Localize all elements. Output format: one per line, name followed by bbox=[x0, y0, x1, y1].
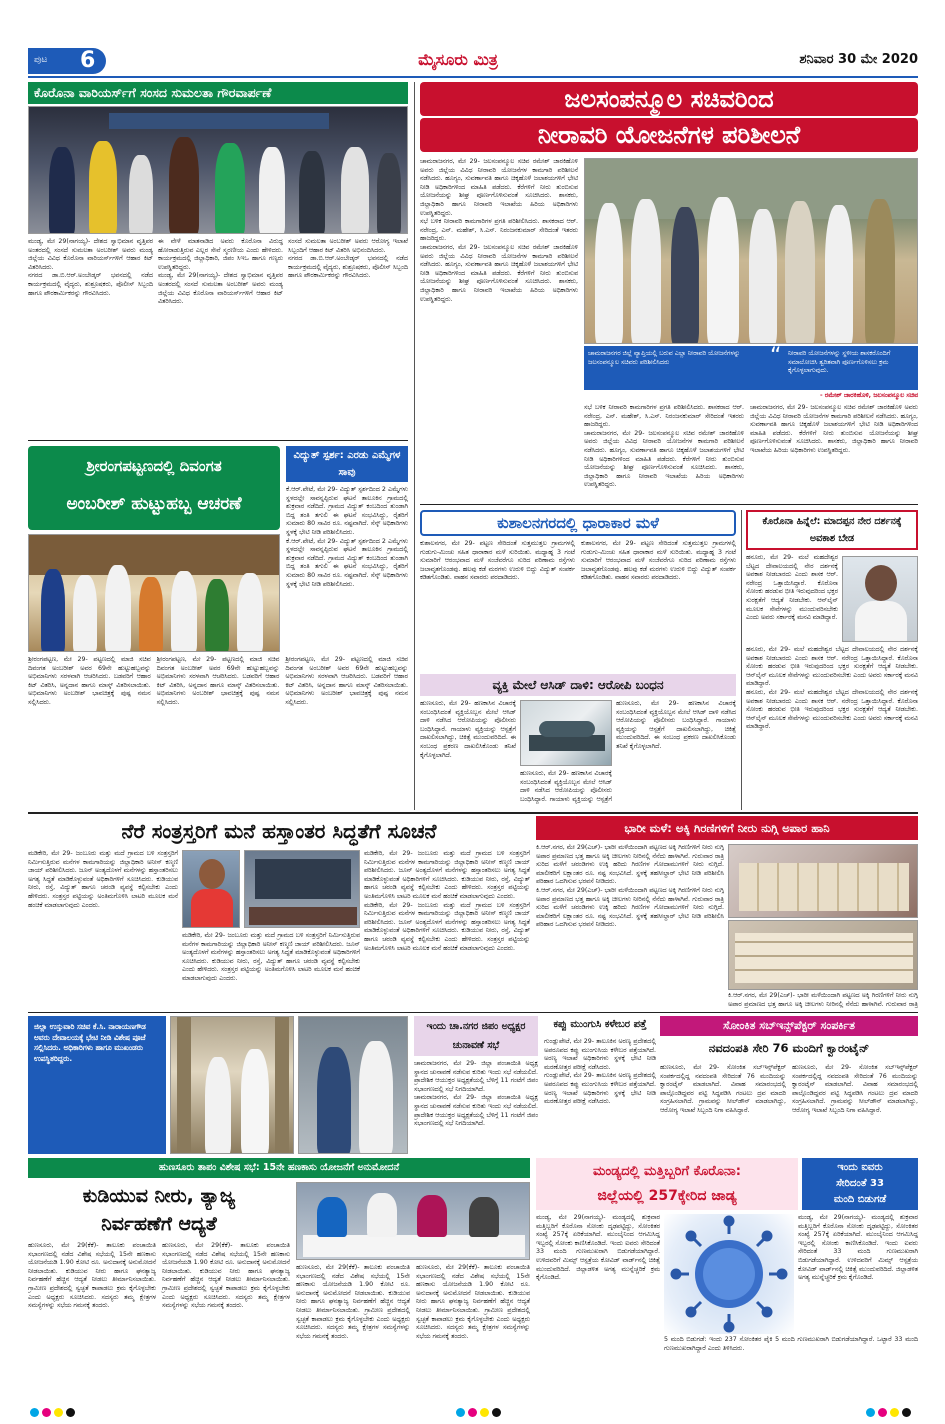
water-body bbox=[28, 1242, 290, 1374]
paragraph: ಚಾಮರಾಜನಗರ, ಮೇ 29- ಜಲಸಂಪನ್ಮೂಲ ಸಚಿವ ರಮೇಶ್ ಜಾರಕಿಹೊಳಿ ಅವರು ಜಿಲ್ಲೆಯ ವಿವಿಧ ನೀರಾವರಿ ಯೋಜನೆಗಳ ಕಾಮಗಾರಿ ಪರಿಶೀಲನೆ ನಡೆಸಿದರು. ಹೂಗ್ಯಂ, ಸುವರ್ಣಾವತಿ ಹಾಗೂ ಚಿಕ್ಕಹೊಳೆ ಜಲಾಶಯಗಳಿಗೆ ಭೇಟಿ ನೀಡಿ ಅಧಿಕಾರಿಗಳಿಂದ ಮಾಹಿತಿ ಪಡೆದರು. ಕೆರೆಗಳಿಗೆ ನೀರು ತುಂಬಿಸುವ ಯೋಜನೆಯನ್ನು ಶೀಘ್ರ ಪೂರ್ಣಗೊಳಿಸುವಂತೆ ಸೂಚಿಸಿದರು. ಶಾಸಕರು, ಜಿಲ್ಲಾಧಿಕಾರಿ ಹಾಗೂ ನೀರಾವರಿ ಇಲಾಖೆಯ ಹಿರಿಯ ಅಧಿಕಾರಿಗಳು ಉಪಸ್ಥಿತರಿದ್ದರು. bbox=[750, 404, 918, 454]
paragraph: ಚಾಮರಾಜನಗರ, ಮೇ 29- ಜಲಸಂಪನ್ಮೂಲ ಸಚಿವ ರಮೇಶ್ ಜಾರಕಿಹೊಳಿ ಅವರು ಜಿಲ್ಲೆಯ ವಿವಿಧ ನೀರಾವರಿ ಯೋಜನೆಗಳ ಕಾಮಗಾರಿ ಪರಿಶೀಲನೆ ನಡೆಸಿದರು. ಹೂಗ್ಯಂ, ಸುವರ್ಣಾವತಿ ಹಾಗೂ ಚಿಕ್ಕಹೊಳೆ ಜಲಾಶಯಗಳಿಗೆ ಭೇಟಿ ನೀಡಿ ಅಧಿಕಾರಿಗಳಿಂದ ಮಾಹಿತಿ ಪಡೆದರು. ಕೆರೆಗಳಿಗೆ ನೀರು ತುಂಬಿಸುವ ಯೋಜನೆಯನ್ನು ಶೀಘ್ರ ಪೂರ್ಣಗೊಳಿಸುವಂತೆ ಸೂಚಿಸಿದರು. ಶಾಸಕರು, ಜಿಲ್ಲಾಧಿಕಾರಿ ಹಾಗೂ ನೀರಾವರಿ ಇಲಾಖೆಯ ಹಿರಿಯ ಅಧಿಕಾರಿಗಳು ಉಪಸ್ಥಿತರಿದ್ದರು. bbox=[420, 158, 578, 217]
acid-body-col2 bbox=[616, 700, 736, 804]
paragraph: ಮಡಿಕೇರಿ, ಮೇ 29- ಜಂಬೂರು ಮತ್ತು ಮದೆ ಗ್ರಾಮದ ಬಳಿ ಸಂತ್ರಸ್ತರಿಗೆ ನಿರ್ಮಿಸುತ್ತಿರುವ ಮನೆಗಳ ಕಾಮಗಾರಿಯನ್ನು ಜಿಲ್ಲಾಧಿಕಾರಿ ಅನೀಸ್ ಕಣ್ಮಣಿ ಜಾಯ್ ಪರಿಶೀಲಿಸಿದರು. ಜೂನ್ ಅಂತ್ಯದೊಳಗೆ ಮನೆಗಳನ್ನು ಹಸ್ತಾಂತರಿಸಲು ಅಗತ್ಯ ಸಿದ್ಧತೆ ಮಾಡಿಕೊಳ್ಳುವಂತೆ ಅಧಿಕಾರಿಗಳಿಗೆ ಸೂಚಿಸಿದರು. ಕುಡಿಯುವ ನೀರು, ರಸ್ತೆ, ವಿದ್ಯುತ್ ಹಾಗೂ ಚರಂಡಿ ವ್ಯವಸ್ಥೆ ಕಲ್ಪಿಸಬೇಕು ಎಂದು ಹೇಳಿದರು. ಸಂತ್ರಸ್ತರ ಪಟ್ಟಿಯನ್ನು ಅಂತಿಮಗೊಳಿಸಿ ಲಾಟರಿ ಮೂಲಕ ಮನೆ ಹಂಚಿಕೆ ಮಾಡಲಾಗುವುದು ಎಂದರು. bbox=[182, 932, 360, 982]
flood-houses-body-2 bbox=[182, 932, 360, 1008]
patient-figure bbox=[539, 721, 595, 737]
ambareesh-headline-1: ಶ್ರೀರಂಗಪಟ್ಟಣದಲ್ಲಿ ದಿವಂಗತ bbox=[86, 457, 222, 475]
person-figure bbox=[671, 207, 699, 344]
lightning-headline: ವಿದ್ಯುತ್ ಸ್ಪರ್ಶ: ಎರಡು ಎಮ್ಮೆಗಳ ಸಾವು bbox=[286, 446, 408, 482]
paragraph: ಈ ವೇಳೆ ಮಾತನಾಡಿದ ಅವರು ಕೊರೊನಾ ವಿರುದ್ಧ ಹೋರಾಡುತ್ತಿರುವ ಎಲ್ಲರ ಸೇವೆ ಸ್ಮರಣೀಯ ಎಂದು ಹೇಳಿದರು. ಕಾರ್ಯಕ್ರಮದಲ್ಲಿ ಜಿಲ್ಲಾಧಿಕಾರಿ, ಜಿಪಂ ಸಿಇಒ ಹಾಗೂ ಗಣ್ಯರು ಉಪಸ್ಥಿತರಿದ್ದರು. bbox=[158, 238, 283, 271]
temple-side-note: ಜಿಲ್ಲಾ ಉಸ್ತುವಾರಿ ಸಚಿವ ಕೆ.ಸಿ. ನಾರಾಯಣಗೌಡ ಅವರು ದೇವಾಲಯಕ್ಕೆ ಭೇಟಿ ನೀಡಿ ವಿಶೇಷ ಪೂಜೆ ಸಲ್ಲಿಸಿದರು. ಅಧಿಕಾರಿಗಳು ಹಾಗೂ ಮುಖಂಡರು ಉಪಸ್ಥಿತರಿದ್ದರು. bbox=[34, 1022, 146, 1063]
yellow-dot bbox=[480, 1408, 489, 1417]
paragraph: ಹನೂರು, ಮೇ 29- ಮಲೆ ಮಹದೇಶ್ವರ ಬೆಟ್ಟದ ದೇವಾಲಯದಲ್ಲಿ ನೇರ ದರ್ಶನಕ್ಕೆ ಅವಕಾಶ ನೀಡಬಾರದು ಎಂದು ಶಾಸಕ ಆರ್. ನರೇಂದ್ರ ಒತ್ತಾಯಿಸಿದ್ದಾರೆ. ಕೊರೊನಾ ಸೋಂಕು ಹರಡುವ ಭೀತಿ ಇರುವುದರಿಂದ ಭಕ್ತರ ಸುರಕ್ಷತೆಗೆ ಆದ್ಯತೆ ನೀಡಬೇಕು. ಆನ್‌ಲೈನ್ ಮೂಲಕ ಸೇವೆಗಳನ್ನು ಮುಂದುವರಿಸಬೇಕು ಎಂದು ಅವರು ಸರ್ಕಾರಕ್ಕೆ ಮನವಿ ಮಾಡಿದ್ದಾರೆ. bbox=[746, 646, 918, 688]
virus-illustration bbox=[664, 1214, 794, 1334]
hospital-bed bbox=[529, 735, 605, 751]
kushalnagar-body bbox=[420, 540, 736, 670]
temple-photo-2 bbox=[298, 1016, 408, 1154]
irrigation-headline-1: ಜಲಸಂಪನ್ಮೂಲ ಸಚಿವರಿಂದ bbox=[420, 82, 918, 116]
person-figure bbox=[105, 565, 131, 652]
paragraph: ಕಿ.ಆರ್.ನಗರ, ಮೇ 29(ಎಚ್)- ಭಾರೀ ಮಳೆಯಿಂದಾಗಿ ಪಟ್ಟಣದ ಅಕ್ಕಿ ಗಿರಣಿಗಳಿಗೆ ನೀರು ನುಗ್ಗಿ ಅಪಾರ ಪ್ರಮಾಣದ ಭತ್ತ ಹಾಗೂ ಅಕ್ಕಿ ಚೀಲಗಳು ನೀರಿನಲ್ಲಿ ನೆನೆದು ಹಾಳಾಗಿವೆ. ಗುರುವಾರ ರಾತ್ರಿ bbox=[728, 992, 918, 1008]
flood-houses-headline: ನೆರೆ ಸಂತ್ರಸ್ತರಿಗೆ ಮನೆ ಹಸ್ತಾಂತರ ಸಿದ್ಧತೆಗೆ ಸೂಚನೆ bbox=[121, 819, 437, 843]
paragraph: ಸಭೆ ಬಳಿಕ ನೀರಾವರಿ ಕಾಮಗಾರಿಗಳ ಪ್ರಗತಿ ಪರಿಶೀಲಿಸಿದರು. ಶಾಸಕರಾದ ಆರ್. ನರೇಂದ್ರ, ಎನ್. ಮಹೇಶ್, ಸಿ.ಎಸ್. ನಿರಂಜನಕುಮಾರ್ ಸೇರಿದಂತೆ ಇತರರು ಹಾಜರಿದ್ದರು. bbox=[420, 218, 578, 243]
mandya-covid-stat bbox=[664, 1336, 918, 1374]
rice-mill-photo-2 bbox=[728, 920, 918, 990]
rice-mills-body bbox=[536, 844, 724, 1008]
flood-houses-body-3 bbox=[364, 850, 530, 1008]
magenta-dot bbox=[468, 1408, 477, 1417]
person-figure bbox=[317, 1047, 351, 1154]
column-rule bbox=[741, 510, 742, 810]
hunsur-banner: ಹುಣಸೂರು ತಾಪಂ ವಿಶೇಷ ಸಭೆ: 15ನೇ ಹಣಕಾಸು ಯೋಜನೆಗೆ ಅನುಮೋದನೆ bbox=[28, 1158, 530, 1178]
covid-note-headline: ಕೊರೊನಾ ಹಿನ್ನೆಲೆ: ಮಾದಪ್ಪನ ನೇರ ದರ್ಶನಕ್ಕೆ ಅವಕಾಶ ಬೇಡ bbox=[746, 510, 918, 550]
person-figure bbox=[865, 199, 895, 344]
person-figure bbox=[41, 569, 65, 652]
rice-mills-headline: ಭಾರೀ ಮಳೆ: ಅಕ್ಕಿ ಗಿರಣಿಗಳಿಗೆ ನೀರು ನುಗ್ಗಿ ಅಪಾರ ಹಾನಿ bbox=[536, 816, 918, 840]
black-dot bbox=[902, 1408, 911, 1417]
pillar bbox=[275, 1017, 289, 1154]
acid-headline: ವ್ಯಕ್ತಿ ಮೇಲೆ ಆಸಿಡ್ ದಾಳಿ: ಆರೋಪಿ ಬಂಧನ bbox=[420, 674, 736, 696]
meeting-photo bbox=[244, 850, 360, 928]
person-figure bbox=[205, 579, 229, 652]
person-figure bbox=[749, 209, 777, 344]
yellow-dot bbox=[54, 1408, 63, 1417]
kushalnagar-headline: ಕುಶಾಲನಗರದಲ್ಲಿ ಧಾರಾಕಾರ ಮಳೆ bbox=[420, 510, 736, 536]
paragraph: ಹುಣಸೂರು, ಮೇ 29(ಕೆಕೆ)- ತಾಲೂಕು ಪಂಚಾಯಿತಿ ಸಭಾಂಗಣದಲ್ಲಿ ನಡೆದ ವಿಶೇಷ ಸಭೆಯಲ್ಲಿ 15ನೇ ಹಣಕಾಸು ಯೋಜನೆಯಡಿ 1.90 ಕೋಟಿ ರೂ. ಅನುದಾನಕ್ಕೆ ಅನುಮೋದನೆ ನೀಡಲಾಯಿತು. ಕುಡಿಯುವ ನೀರು ಹಾಗೂ ಘನತ್ಯಾಜ್ಯ ನಿರ್ವಹಣೆಗೆ ಹೆಚ್ಚಿನ ಆದ್ಯತೆ ನೀಡಲು ತೀರ್ಮಾನಿಸಲಾಯಿತು. ಗ್ರಾಮೀಣ ಪ್ರದೇಶದಲ್ಲಿ ಸ್ವಚ್ಛತೆ ಕಾಪಾಡಲು ಕ್ರಮ ಕೈಗೊಳ್ಳಬೇಕು ಎಂದು ಅಧ್ಯಕ್ಷರು ಸೂಚಿಸಿದರು. ಸದಸ್ಯರು ತಮ್ಮ ಕ್ಷೇತ್ರಗಳ ಸಮಸ್ಯೆಗಳನ್ನು ಸಭೆಯ ಗಮನಕ್ಕೆ ತಂದರು. bbox=[28, 1242, 156, 1310]
paragraph: ಕಿ.ಆರ್.ನಗರ, ಮೇ 29(ಎಚ್)- ಭಾರೀ ಮಳೆಯಿಂದಾಗಿ ಪಟ್ಟಣದ ಅಕ್ಕಿ ಗಿರಣಿಗಳಿಗೆ ನೀರು ನುಗ್ಗಿ ಅಪಾರ ಪ್ರಮಾಣದ ಭತ್ತ ಹಾಗೂ ಅಕ್ಕಿ ಚೀಲಗಳು ನೀರಿನಲ್ಲಿ ನೆನೆದು ಹಾಳಾಗಿವೆ. ಗುರುವಾರ ರಾತ್ರಿ ಸುರಿದ ಮಳೆಗೆ ಚರಂಡಿಗಳು ಉಕ್ಕಿ ಹರಿದು ಗಿರಣಿಗಳ ಗೋದಾಮುಗಳಿಗೆ ನೀರು ನುಗ್ಗಿದೆ. ಮಾಲೀಕರಿಗೆ ಲಕ್ಷಾಂತರ ರೂ. ನಷ್ಟ ಸಂಭವಿಸಿದೆ. ಸ್ಥಳಕ್ಕೆ ತಹಸೀಲ್ದಾರ್ ಭೇಟಿ ನೀಡಿ ಪರಿಶೀಲಿಸಿ ಪರಿಹಾರ ಒದಗಿಸುವ ಭರವಸೆ ನೀಡಿದರು. bbox=[536, 886, 724, 929]
released-line-2: ಸೇರಿದಂತೆ 33 bbox=[836, 1178, 884, 1189]
black-dot bbox=[66, 1408, 75, 1417]
masthead-rule bbox=[28, 76, 918, 78]
released-box bbox=[802, 1158, 918, 1210]
cyan-dot bbox=[866, 1408, 875, 1417]
paragraph: ಕೆ.ಆರ್.ಪೇಟೆ, ಮೇ 29- ವಿದ್ಯುತ್ ಸ್ಪರ್ಶದಿಂದ 2 ಎಮ್ಮೆಗಳು ಸ್ಥಳದಲ್ಲೇ ಸಾವನ್ನಪ್ಪಿರುವ ಘಟನೆ ತಾಲೂಕಿನ ಗ್ರಾಮದಲ್ಲಿ ಶುಕ್ರವಾರ ನಡೆದಿದೆ. ಗ್ರಾಮದ ವಿದ್ಯುತ್ ಕಂಬದಿಂದ ತುಂಡಾಗಿ ಬಿದ್ದ ತಂತಿ ತಗುಲಿ ಈ ಘಟನೆ ಸಂಭವಿಸಿದ್ದು, ರೈತರಿಗೆ ಸುಮಾರು 80 ಸಾವಿರ ರೂ. ನಷ್ಟವಾಗಿದೆ. ಸೆಸ್ಕ್ ಅಧಿಕಾರಿಗಳು ಸ್ಥಳಕ್ಕೆ ಭೇಟಿ ನೀಡಿ ಪರಿಶೀಲಿಸಿದರು. bbox=[286, 537, 408, 588]
irrigation-photo bbox=[584, 158, 918, 344]
sack-pile bbox=[739, 863, 909, 911]
covid-note-body-2 bbox=[746, 646, 918, 806]
portrait-head bbox=[865, 565, 897, 601]
released-line-3: ಮಂದಿ ಬಿಡುಗಡೆ bbox=[833, 1194, 887, 1205]
water-headline-2: ನಿರ್ವಹಣೆಗೆ ಆದ್ಯತೆ bbox=[101, 1213, 217, 1235]
paragraph: ಚಾಮರಾಜನಗರ, ಮೇ 29- ಜಲಸಂಪನ್ಮೂಲ ಸಚಿವ ರಮೇಶ್ ಜಾರಕಿಹೊಳಿ ಅವರು ಜಿಲ್ಲೆಯ ವಿವಿಧ ನೀರಾವರಿ ಯೋಜನೆಗಳ ಕಾಮಗಾರಿ ಪರಿಶೀಲನೆ ನಡೆಸಿದರು. ಹೂಗ್ಯಂ, ಸುವರ್ಣಾವತಿ ಹಾಗೂ ಚಿಕ್ಕಹೊಳೆ ಜಲಾಶಯಗಳಿಗೆ ಭೇಟಿ ನೀಡಿ ಅಧಿಕಾರಿಗಳಿಂದ ಮಾಹಿತಿ ಪಡೆದರು. ಕೆರೆಗಳಿಗೆ ನೀರು ತುಂಬಿಸುವ ಯೋಜನೆಯನ್ನು ಶೀಘ್ರ ಪೂರ್ಣಗೊಳಿಸುವಂತೆ ಸೂಚಿಸಿದರು. ಶಾಸಕರು, ಜಿಲ್ಲಾಧಿಕಾರಿ ಹಾಗೂ ನೀರಾವರಿ ಇಲಾಖೆಯ ಹಿರಿಯ ಅಧಿಕಾರಿಗಳು ಉಪಸ್ಥಿತರಿದ್ದರು. bbox=[584, 429, 744, 489]
paragraph: ಸಭೆ ಬಳಿಕ ನೀರಾವರಿ ಕಾಮಗಾರಿಗಳ ಪ್ರಗತಿ ಪರಿಶೀಲಿಸಿದರು. ಶಾಸಕರಾದ ಆರ್. ನರೇಂದ್ರ, ಎನ್. ಮಹೇಶ್, ಸಿ.ಎಸ್. ನಿರಂಜನಕುಮಾರ್ ಸೇರಿದಂತೆ ಇತರರು ಹಾಜರಿದ್ದರು. bbox=[584, 404, 744, 429]
section-rule bbox=[28, 812, 918, 814]
quarantine-headline bbox=[660, 1016, 918, 1060]
mandya-covid-body-2 bbox=[798, 1214, 918, 1334]
paper-name: ಮೈಸೂರು ಮಿತ್ರ bbox=[418, 50, 498, 69]
section-rule bbox=[420, 504, 918, 505]
water-body-2 bbox=[296, 1264, 530, 1374]
paragraph: ಚಾಮರಾಜನಗರ, ಮೇ 29- ಜಿಲ್ಲಾ ಪಂಚಾಯಿತಿ ಅಧ್ಯಕ್ಷ ಸ್ಥಾನದ ಚುನಾವಣೆ ನಡೆಸುವ ಕುರಿತು ಇಂದು ಸಭೆ ನಡೆಯಲಿದೆ. ಪ್ರಾದೇಶಿಕ ಆಯುಕ್ತರ ಅಧ್ಯಕ್ಷತೆಯಲ್ಲಿ ಬೆಳಿಗ್ಗೆ 11 ಗಂಟೆಗೆ ಜಿಪಂ ಸಭಾಂಗಣದಲ್ಲಿ ಸಭೆ ನಿಗದಿಯಾಗಿದೆ. bbox=[414, 1060, 538, 1093]
corona-body-col2 bbox=[158, 238, 283, 433]
paragraph: ಗುಂಡ್ಲುಪೇಟೆ, ಮೇ 29- ತಾಲೂಕಿನ ಅರಣ್ಯ ಪ್ರದೇಶದಲ್ಲಿ ಅಪರೂಪದ ಕಪ್ಪು ಮುಂಗುಸಿಯ ಕಳೇಬರ ಪತ್ತೆಯಾಗಿದೆ. ಅರಣ್ಯ ಇಲಾಖೆ ಅಧಿಕಾರಿಗಳು ಸ್ಥಳಕ್ಕೆ ಭೇಟಿ ನೀಡಿ ಮರಣೋತ್ತರ ಪರೀಕ್ಷೆ ನಡೆಸಿದರು. bbox=[544, 1072, 656, 1106]
elections-headline: ಇಂದು ಚಾ.ನಗರ ಜಿಪಂ ಅಧ್ಯಕ್ಷರ ಚುನಾವಣೆ ಸಭೆ bbox=[414, 1016, 538, 1056]
quote-mark-icon: “ bbox=[770, 344, 782, 369]
person-figure bbox=[707, 197, 739, 344]
water-headline-1: ಕುಡಿಯುವ ನೀರು, ತ್ಯಾಜ್ಯ bbox=[82, 1185, 236, 1207]
quarantine-headline-1: ಸೋಂಕಿತ ಸಬ್‌ಇನ್ಸ್‌ಪೆಕ್ಟರ್ ಸಂಪರ್ಕಿತ bbox=[660, 1016, 918, 1036]
corona-body-col3 bbox=[288, 238, 408, 433]
temple-photo-1 bbox=[170, 1016, 294, 1154]
cyan-dot bbox=[456, 1408, 465, 1417]
mandya-covid-headline bbox=[536, 1158, 798, 1210]
section-rule bbox=[28, 440, 408, 441]
paragraph: ಮಂಡ್ಯ, ಮೇ 29(ನಾಗಯ್ಯ)- ಮಂಡ್ಯದಲ್ಲಿ ಶುಕ್ರವಾರ ಮತ್ತಿಬ್ಬರಿಗೆ ಕೊರೊನಾ ಸೋಂಕು ದೃಢಪಟ್ಟಿದ್ದು, ಸೋಂಕಿತರ ಸಂಖ್ಯೆ 257ಕ್ಕೆ ಏರಿಕೆಯಾಗಿದೆ. ಮುಂಬೈನಿಂದ ಆಗಮಿಸಿದ್ದ ಇಬ್ಬರಲ್ಲಿ ಸೋಂಕು ಕಾಣಿಸಿಕೊಂಡಿದೆ. ಇಂದು ಐವರು ಸೇರಿದಂತೆ 33 ಮಂದಿ ಗುಣಮುಖರಾಗಿ ಬಿಡುಗಡೆಯಾಗಿದ್ದಾರೆ. ಉಳಿದವರಿಗೆ ಮಿಮ್ಸ್ ಆಸ್ಪತ್ರೆಯ ಕೋವಿಡ್ ವಾರ್ಡ್‌ನಲ್ಲಿ ಚಿಕಿತ್ಸೆ ಮುಂದುವರಿದಿದೆ. ಜಿಲ್ಲಾಡಳಿತ ಅಗತ್ಯ ಮುನ್ನೆಚ್ಚರಿಕೆ ಕ್ರಮ ಕೈಗೊಂಡಿದೆ. bbox=[798, 1214, 918, 1282]
pillar bbox=[177, 1017, 191, 1154]
person-figure bbox=[73, 575, 97, 652]
quarantine-headline-2: ನವದಂಪತಿ ಸೇರಿ 76 ಮಂದಿಗೆ ಕ್ವಾರಂಟೈನ್ bbox=[708, 1041, 870, 1055]
paragraph: ಮಂಡ್ಯ, ಮೇ 29(ನಾಗಯ್ಯ)- ಮಂಡ್ಯದಲ್ಲಿ ಶುಕ್ರವಾರ ಮತ್ತಿಬ್ಬರಿಗೆ ಕೊರೊನಾ ಸೋಂಕು ದೃಢಪಟ್ಟಿದ್ದು, ಸೋಂಕಿತರ ಸಂಖ್ಯೆ 257ಕ್ಕೆ ಏರಿಕೆಯಾಗಿದೆ. ಮುಂಬೈನಿಂದ ಆಗಮಿಸಿದ್ದ ಇಬ್ಬರಲ್ಲಿ ಸೋಂಕು ಕಾಣಿಸಿಕೊಂಡಿದೆ. ಇಂದು ಐವರು ಸೇರಿದಂತೆ 33 ಮಂದಿ ಗುಣಮುಖರಾಗಿ ಬಿಡುಗಡೆಯಾಗಿದ್ದಾರೆ. ಉಳಿದವರಿಗೆ ಮಿಮ್ಸ್ ಆಸ್ಪತ್ರೆಯ ಕೋವಿಡ್ ವಾರ್ಡ್‌ನಲ್ಲಿ ಚಿಕಿತ್ಸೆ ಮುಂದುವರಿದಿದೆ. ಜಿಲ್ಲಾಡಳಿತ ಅಗತ್ಯ ಮುನ್ನೆಚ್ಚರಿಕೆ ಕ್ರಮ ಕೈಗೊಂಡಿದೆ. bbox=[536, 1214, 660, 1282]
acid-photo bbox=[520, 700, 612, 766]
person-figure bbox=[785, 201, 815, 344]
ambareesh-body bbox=[28, 656, 408, 806]
paragraph: ಹುಣಸೂರು, ಮೇ 29(ಕೆಕೆ)- ತಾಲೂಕು ಪಂಚಾಯಿತಿ ಸಭಾಂಗಣದಲ್ಲಿ ನಡೆದ ವಿಶೇಷ ಸಭೆಯಲ್ಲಿ 15ನೇ ಹಣಕಾಸು ಯೋಜನೆಯಡಿ 1.90 ಕೋಟಿ ರೂ. ಅನುದಾನಕ್ಕೆ ಅನುಮೋದನೆ ನೀಡಲಾಯಿತು. ಕುಡಿಯುವ ನೀರು ಹಾಗೂ ಘನತ್ಯಾಜ್ಯ ನಿರ್ವಹಣೆಗೆ ಹೆಚ್ಚಿನ ಆದ್ಯತೆ ನೀಡಲು ತೀರ್ಮಾನಿಸಲಾಯಿತು. ಗ್ರಾಮೀಣ ಪ್ರದೇಶದಲ್ಲಿ ಸ್ವಚ್ಛತೆ ಕಾಪಾಡಲು ಕ್ರಮ ಕೈಗೊಳ್ಳಬೇಕು ಎಂದು ಅಧ್ಯಕ್ಷರು ಸೂಚಿಸಿದರು. ಸದಸ್ಯರು ತಮ್ಮ ಕ್ಷೇತ್ರಗಳ ಸಮಸ್ಯೆಗಳನ್ನು ಸಭೆಯ ಗಮನಕ್ಕೆ ತಂದರು. bbox=[162, 1242, 290, 1310]
magenta-dot bbox=[878, 1408, 887, 1417]
rice-mill-photo-1 bbox=[728, 844, 918, 918]
coronavirus-icon bbox=[664, 1214, 794, 1334]
table-shape bbox=[303, 1235, 525, 1257]
irrigation-body-3 bbox=[750, 404, 918, 500]
kappu-headline: ಕಪ್ಪು ಮುಂಗುಸಿ ಕಳೇಬರ ಪತ್ತೆ bbox=[553, 1019, 647, 1030]
paragraph: ಮಡಿಕೇರಿ, ಮೇ 29- ಜಂಬೂರು ಮತ್ತು ಮದೆ ಗ್ರಾಮದ ಬಳಿ ಸಂತ್ರಸ್ತರಿಗೆ ನಿರ್ಮಿಸುತ್ತಿರುವ ಮನೆಗಳ ಕಾಮಗಾರಿಯನ್ನು ಜಿಲ್ಲಾಧಿಕಾರಿ ಅನೀಸ್ ಕಣ್ಮಣಿ ಜಾಯ್ ಪರಿಶೀಲಿಸಿದರು. ಜೂನ್ ಅಂತ್ಯದೊಳಗೆ ಮನೆಗಳನ್ನು ಹಸ್ತಾಂತರಿಸಲು ಅಗತ್ಯ ಸಿದ್ಧತೆ ಮಾಡಿಕೊಳ್ಳುವಂತೆ ಅಧಿಕಾರಿಗಳಿಗೆ ಸೂಚಿಸಿದರು. ಕುಡಿಯುವ ನೀರು, ರಸ್ತೆ, ವಿದ್ಯುತ್ ಹಾಗೂ ಚರಂಡಿ ವ್ಯವಸ್ಥೆ ಕಲ್ಪಿಸಬೇಕು ಎಂದು ಹೇಳಿದರು. ಸಂತ್ರಸ್ತರ ಪಟ್ಟಿಯನ್ನು ಅಂತಿಮಗೊಳಿಸಿ ಲಾಟರಿ ಮೂಲಕ ಮನೆ ಹಂಚಿಕೆ ಮಾಡಲಾಗುವುದು ಎಂದರು. bbox=[364, 901, 530, 952]
paragraph: 5 ಮಂದಿ ಬಿಡುಗಡೆ: ಇಂದು 237 ಸೋಂಕಿತರ ಪೈಕಿ 5 ಮಂದಿ ಗುಣಮುಖರಾಗಿ ಬಿಡುಗಡೆಯಾಗಿದ್ದಾರೆ. ಒಟ್ಟಾರೆ 33 ಮಂದಿ ಗುಣಮುಖರಾಗಿದ್ದಾರೆ ಎಂದು ತಿಳಿಸಿದರು. bbox=[664, 1336, 918, 1352]
corona-body bbox=[28, 238, 153, 433]
irrigation-quote: ನೀರಾವರಿ ಯೋಜನೆಗಳನ್ನು ಸ್ಥಳೀಯ ಶಾಸಕರೊಂದಿಗೆ ಸಮಾಲೋಚಿಸಿ ತ್ವರಿತವಾಗಿ ಪೂರ್ಣಗೊಳಿಸಲು ಕ್ರಮ ಕೈಗೊಳ್ಳಲಾಗುವುದು. bbox=[788, 350, 891, 375]
paragraph: ಶ್ರೀರಂಗಪಟ್ಟಣ, ಮೇ 29- ಪಟ್ಟಣದಲ್ಲಿ ಮಾಜಿ ಸಚಿವ ದಿವಂಗತ ಅಂಬರೀಶ್ ಅವರ 69ನೇ ಹುಟ್ಟುಹಬ್ಬವನ್ನು ಅಭಿಮಾನಿಗಳು ಸರಳವಾಗಿ ಆಚರಿಸಿದರು. ಬಡವರಿಗೆ ಆಹಾರ ಕಿಟ್ ವಿತರಿಸಿ, ಅನ್ನದಾನ ಹಾಗೂ ಮಾಸ್ಕ್ ವಿತರಿಸಲಾಯಿತು. ಅಭಿಮಾನಿಗಳು ಅಂಬರೀಶ್ ಭಾವಚಿತ್ರಕ್ಕೆ ಪುಷ್ಪ ನಮನ ಸಲ್ಲಿಸಿದರು. bbox=[285, 656, 408, 706]
dc-portrait bbox=[182, 850, 240, 928]
ambareesh-headline bbox=[28, 446, 280, 530]
person-figure bbox=[317, 1197, 347, 1237]
person-figure bbox=[469, 1197, 499, 1237]
portrait-head bbox=[199, 859, 225, 889]
acid-body-col3 bbox=[520, 770, 612, 804]
black-dot bbox=[492, 1408, 501, 1417]
registration-marks-right bbox=[866, 1402, 914, 1421]
registration-marks-left bbox=[30, 1402, 78, 1421]
paragraph: ಚಾಮರಾಜನಗರ, ಮೇ 29- ಜಿಲ್ಲಾ ಪಂಚಾಯಿತಿ ಅಧ್ಯಕ್ಷ ಸ್ಥಾನದ ಚುನಾವಣೆ ನಡೆಸುವ ಕುರಿತು ಇಂದು ಸಭೆ ನಡೆಯಲಿದೆ. ಪ್ರಾದೇಶಿಕ ಆಯುಕ್ತರ ಅಧ್ಯಕ್ಷತೆಯಲ್ಲಿ ಬೆಳಿಗ್ಗೆ 11 ಗಂಟೆಗೆ ಜಿಪಂ ಸಭಾಂಗಣದಲ್ಲಿ ಸಭೆ ನಿಗದಿಯಾಗಿದೆ. bbox=[414, 1094, 538, 1128]
page-number: 6 bbox=[80, 48, 96, 73]
irrigation-body bbox=[420, 158, 578, 500]
paragraph: ಶ್ರೀರಂಗಪಟ್ಟಣ, ಮೇ 29- ಪಟ್ಟಣದಲ್ಲಿ ಮಾಜಿ ಸಚಿವ ದಿವಂಗತ ಅಂಬರೀಶ್ ಅವರ 69ನೇ ಹುಟ್ಟುಹಬ್ಬವನ್ನು ಅಭಿಮಾನಿಗಳು ಸರಳವಾಗಿ ಆಚರಿಸಿದರು. ಬಡವರಿಗೆ ಆಹಾರ ಕಿಟ್ ವಿತರಿಸಿ, ಅನ್ನದಾನ ಹಾಗೂ ಮಾಸ್ಕ್ ವಿತರಿಸಲಾಯಿತು. ಅಭಿಮಾನಿಗಳು ಅಂಬರೀಶ್ ಭಾವಚಿತ್ರಕ್ಕೆ ಪುಷ್ಪ ನಮನ ಸಲ್ಲಿಸಿದರು. bbox=[28, 656, 151, 706]
released-line-1: ಇಂದು ಐವರು bbox=[837, 1162, 883, 1173]
person-figure bbox=[129, 155, 153, 234]
cyan-dot bbox=[30, 1408, 39, 1417]
paragraph: ಹುಣಸೂರು, ಮೇ 29- ಹಣಕಾಸಿನ ವಿಚಾರಕ್ಕೆ ಸಂಬಂಧಿಸಿದಂತೆ ವ್ಯಕ್ತಿಯೊಬ್ಬನ ಮೇಲೆ ಆಸಿಡ್ ದಾಳಿ ನಡೆಸಿದ ಆರೋಪಿಯನ್ನು ಪೊಲೀಸರು ಬಂಧಿಸಿದ್ದಾರೆ. ಗಾಯಾಳು ವ್ಯಕ್ತಿಯನ್ನು ಆಸ್ಪತ್ರೆಗೆ ದಾಖಲಿಸಲಾಗಿದ್ದು, ಚಿಕಿತ್ಸೆ ಮುಂದುವರಿದಿದೆ. ಈ ಸಂಬಂಧ ಪ್ರಕರಣ ದಾಖಲಿಸಿಕೊಂಡು ತನಿಖೆ ಕೈಗೊಳ್ಳಲಾಗಿದೆ. bbox=[616, 700, 736, 750]
paragraph: ಕೆ.ಆರ್.ಪೇಟೆ, ಮೇ 29- ವಿದ್ಯುತ್ ಸ್ಪರ್ಶದಿಂದ 2 ಎಮ್ಮೆಗಳು ಸ್ಥಳದಲ್ಲೇ ಸಾವನ್ನಪ್ಪಿರುವ ಘಟನೆ ತಾಲೂಕಿನ ಗ್ರಾಮದಲ್ಲಿ ಶುಕ್ರವಾರ ನಡೆದಿದೆ. ಗ್ರಾಮದ ವಿದ್ಯುತ್ ಕಂಬದಿಂದ ತುಂಡಾಗಿ ಬಿದ್ದ ತಂತಿ ತಗುಲಿ ಈ ಘಟನೆ ಸಂಭವಿಸಿದ್ದು, ರೈತರಿಗೆ ಸುಮಾರು 80 ಸಾವಿರ ರೂ. ನಷ್ಟವಾಗಿದೆ. ಸೆಸ್ಕ್ ಅಧಿಕಾರಿಗಳು ಸ್ಥಳಕ್ಕೆ ಭೇಟಿ ನೀಡಿ ಪರಿಶೀಲಿಸಿದರು. bbox=[286, 486, 408, 536]
paragraph: ಹುಣಸೂರು, ಮೇ 29- ಹಣಕಾಸಿನ ವಿಚಾರಕ್ಕೆ ಸಂಬಂಧಿಸಿದಂತೆ ವ್ಯಕ್ತಿಯೊಬ್ಬನ ಮೇಲೆ ಆಸಿಡ್ ದಾಳಿ ನಡೆಸಿದ ಆರೋಪಿಯನ್ನು ಪೊಲೀಸರು ಬಂಧಿಸಿದ್ದಾರೆ. ಗಾಯಾಳು ವ್ಯಕ್ತಿಯನ್ನು ಆಸ್ಪತ್ರೆಗೆ ದಾಖಲಿಸಲಾಗಿದ್ದು, ಚಿಕಿತ್ಸೆ ಮುಂದುವರಿದಿದೆ. ಈ ಸಂಬಂಧ ಪ್ರಕರಣ ದಾಖಲಿಸಿಕೊಂಡು ತನಿಖೆ ಕೈಗೊಳ್ಳಲಾಗಿದೆ. bbox=[420, 700, 516, 759]
mandya-covid-body bbox=[536, 1214, 660, 1374]
mandya-covid-headline-2: ಜಿಲ್ಲೆಯಲ್ಲಿ 257ಕ್ಕೇರಿದ ಜಾಡ್ಯ bbox=[597, 1188, 737, 1204]
person-figure bbox=[377, 153, 401, 234]
registration-marks-center bbox=[456, 1402, 504, 1421]
masthead bbox=[28, 48, 918, 78]
yellow-dot bbox=[890, 1408, 899, 1417]
portrait-body bbox=[191, 889, 233, 928]
person-figure bbox=[171, 571, 197, 652]
paragraph: ಹುಣಸೂರು, ಮೇ 29- ಸೋಂಕಿತ ಸಬ್‌ಇನ್ಸ್‌ಪೆಕ್ಟರ್ ಸಂಪರ್ಕದಲ್ಲಿದ್ದ ನವದಂಪತಿ ಸೇರಿದಂತೆ 76 ಮಂದಿಯನ್ನು ಕ್ವಾರಂಟೈನ್ ಮಾಡಲಾಗಿದೆ. ವಿವಾಹ ಸಮಾರಂಭದಲ್ಲಿ ಪಾಲ್ಗೊಂಡಿದ್ದವರ ಪಟ್ಟಿ ಸಿದ್ಧಪಡಿಸಿ ಗಂಟಲು ದ್ರವ ಮಾದರಿ ಸಂಗ್ರಹಿಸಲಾಗಿದೆ. ಗ್ರಾಮವನ್ನು ಸೀಲ್‌ಡೌನ್ ಮಾಡಲಾಗಿದ್ದು, ಆರೋಗ್ಯ ಇಲಾಖೆ ಸಿಬ್ಬಂದಿ ನಿಗಾ ವಹಿಸಿದ್ದಾರೆ. bbox=[792, 1064, 918, 1114]
corona-photo bbox=[28, 106, 408, 234]
paragraph: ಸಂಸದೆ ಸುಮಲತಾ ಅಂಬರೀಶ್ ಅವರು ಆರೋಗ್ಯ ಇಲಾಖೆ ಸಿಬ್ಬಂದಿಗೆ ಆಹಾರ ಕಿಟ್ ವಿತರಿಸಿ ಅಭಿನಂದಿಸಿದರು. bbox=[288, 238, 408, 254]
person-figure bbox=[205, 1057, 231, 1154]
flood-houses-body bbox=[28, 850, 178, 1008]
paragraph: ಹನೂರು, ಮೇ 29- ಮಲೆ ಮಹದೇಶ್ವರ ಬೆಟ್ಟದ ದೇವಾಲಯದಲ್ಲಿ ನೇರ ದರ್ಶನಕ್ಕೆ ಅವಕಾಶ ನೀಡಬಾರದು ಎಂದು ಶಾಸಕ ಆರ್. ನರೇಂದ್ರ ಒತ್ತಾಯಿಸಿದ್ದಾರೆ. ಕೊರೊನಾ ಸೋಂಕು ಹರಡುವ ಭೀತಿ ಇರುವುದರಿಂದ ಭಕ್ತರ ಸುರಕ್ಷತೆಗೆ ಆದ್ಯತೆ ನೀಡಬೇಕು. ಆನ್‌ಲೈನ್ ಮೂಲಕ ಸೇವೆಗಳನ್ನು ಮುಂದುವರಿಸಬೇಕು ಎಂದು ಅವರು ಸರ್ಕಾರಕ್ಕೆ ಮನವಿ ಮಾಡಿದ್ದಾರೆ. bbox=[746, 554, 838, 622]
temple-note-box bbox=[28, 1016, 166, 1154]
sack-pile bbox=[735, 933, 913, 983]
paragraph: ಹನೂರು, ಮೇ 29- ಮಲೆ ಮಹದೇಶ್ವರ ಬೆಟ್ಟದ ದೇವಾಲಯದಲ್ಲಿ ನೇರ ದರ್ಶನಕ್ಕೆ ಅವಕಾಶ ನೀಡಬಾರದು ಎಂದು ಶಾಸಕ ಆರ್. ನರೇಂದ್ರ ಒತ್ತಾಯಿಸಿದ್ದಾರೆ. ಕೊರೊನಾ ಸೋಂಕು ಹರಡುವ ಭೀತಿ ಇರುವುದರಿಂದ ಭಕ್ತರ ಸುರಕ್ಷತೆಗೆ ಆದ್ಯತೆ ನೀಡಬೇಕು. ಆನ್‌ಲೈನ್ ಮೂಲಕ ಸೇವೆಗಳನ್ನು ಮುಂದುವರಿಸಬೇಕು ಎಂದು ಅವರು ಸರ್ಕಾರಕ್ಕೆ ಮನವಿ ಮಾಡಿದ್ದಾರೆ. bbox=[746, 688, 918, 731]
date-line: ಶನಿವಾರ 30 ಮೇ 2020 bbox=[799, 52, 918, 67]
person-figure bbox=[259, 147, 285, 234]
irrigation-body-2 bbox=[584, 404, 744, 500]
person-figure bbox=[631, 199, 661, 344]
person-figure bbox=[169, 137, 199, 234]
paragraph: ಮಡಿಕೇರಿ, ಮೇ 29- ಜಂಬೂರು ಮತ್ತು ಮದೆ ಗ್ರಾಮದ ಬಳಿ ಸಂತ್ರಸ್ತರಿಗೆ ನಿರ್ಮಿಸುತ್ತಿರುವ ಮನೆಗಳ ಕಾಮಗಾರಿಯನ್ನು ಜಿಲ್ಲಾಧಿಕಾರಿ ಅನೀಸ್ ಕಣ್ಮಣಿ ಜಾಯ್ ಪರಿಶೀಲಿಸಿದರು. ಜೂನ್ ಅಂತ್ಯದೊಳಗೆ ಮನೆಗಳನ್ನು ಹಸ್ತಾಂತರಿಸಲು ಅಗತ್ಯ ಸಿದ್ಧತೆ ಮಾಡಿಕೊಳ್ಳುವಂತೆ ಅಧಿಕಾರಿಗಳಿಗೆ ಸೂಚಿಸಿದರು. ಕುಡಿಯುವ ನೀರು, ರಸ್ತೆ, ವಿದ್ಯುತ್ ಹಾಗೂ ಚರಂಡಿ ವ್ಯವಸ್ಥೆ ಕಲ್ಪಿಸಬೇಕು ಎಂದು ಹೇಳಿದರು. ಸಂತ್ರಸ್ತರ ಪಟ್ಟಿಯನ್ನು ಅಂತಿಮಗೊಳಿಸಿ ಲಾಟರಿ ಮೂಲಕ ಮನೆ ಹಂಚಿಕೆ ಮಾಡಲಾಗುವುದು ಎಂದರು. bbox=[364, 850, 530, 900]
paragraph: ಗುಂಡ್ಲುಪೇಟೆ, ಮೇ 29- ತಾಲೂಕಿನ ಅರಣ್ಯ ಪ್ರದೇಶದಲ್ಲಿ ಅಪರೂಪದ ಕಪ್ಪು ಮುಂಗುಸಿಯ ಕಳೇಬರ ಪತ್ತೆಯಾಗಿದೆ. ಅರಣ್ಯ ಇಲಾಖೆ ಅಧಿಕಾರಿಗಳು ಸ್ಥಳಕ್ಕೆ ಭೇಟಿ ನೀಡಿ ಮರಣೋತ್ತರ ಪರೀಕ್ಷೆ ನಡೆಸಿದರು. bbox=[544, 1038, 656, 1071]
person-figure bbox=[49, 147, 75, 234]
section-rule bbox=[28, 1012, 918, 1013]
paragraph: ಹುಣಸೂರು, ಮೇ 29(ಕೆಕೆ)- ತಾಲೂಕು ಪಂಚಾಯಿತಿ ಸಭಾಂಗಣದಲ್ಲಿ ನಡೆದ ವಿಶೇಷ ಸಭೆಯಲ್ಲಿ 15ನೇ ಹಣಕಾಸು ಯೋಜನೆಯಡಿ 1.90 ಕೋಟಿ ರೂ. ಅನುದಾನಕ್ಕೆ ಅನುಮೋದನೆ ನೀಡಲಾಯಿತು. ಕುಡಿಯುವ ನೀರು ಹಾಗೂ ಘನತ್ಯಾಜ್ಯ ನಿರ್ವಹಣೆಗೆ ಹೆಚ್ಚಿನ ಆದ್ಯತೆ ನೀಡಲು ತೀರ್ಮಾನಿಸಲಾಯಿತು. ಗ್ರಾಮೀಣ ಪ್ರದೇಶದಲ್ಲಿ ಸ್ವಚ್ಛತೆ ಕಾಪಾಡಲು ಕ್ರಮ ಕೈಗೊಳ್ಳಬೇಕು ಎಂದು ಅಧ್ಯಕ್ಷರು ಸೂಚಿಸಿದರು. ಸದಸ್ಯರು ತಮ್ಮ ಕ್ಷೇತ್ರಗಳ ಸಮಸ್ಯೆಗಳನ್ನು ಸಭೆಯ ಗಮನಕ್ಕೆ ತಂದರು. bbox=[416, 1264, 530, 1340]
irrigation-quote-attr: - ರಮೇಶ್ ಜಾರಕಿಹೊಳಿ, ಜಲಸಂಪನ್ಮೂಲ ಸಚಿವ bbox=[819, 392, 918, 399]
irrigation-caption-box bbox=[584, 346, 918, 390]
paragraph: ಮಡಿಕೇರಿ, ಮೇ 29- ಜಂಬೂರು ಮತ್ತು ಮದೆ ಗ್ರಾಮದ ಬಳಿ ಸಂತ್ರಸ್ತರಿಗೆ ನಿರ್ಮಿಸುತ್ತಿರುವ ಮನೆಗಳ ಕಾಮಗಾರಿಯನ್ನು ಜಿಲ್ಲಾಧಿಕಾರಿ ಅನೀಸ್ ಕಣ್ಮಣಿ ಜಾಯ್ ಪರಿಶೀಲಿಸಿದರು. ಜೂನ್ ಅಂತ್ಯದೊಳಗೆ ಮನೆಗಳನ್ನು ಹಸ್ತಾಂತರಿಸಲು ಅಗತ್ಯ ಸಿದ್ಧತೆ ಮಾಡಿಕೊಳ್ಳುವಂತೆ ಅಧಿಕಾರಿಗಳಿಗೆ ಸೂಚಿಸಿದರು. ಕುಡಿಯುವ ನೀರು, ರಸ್ತೆ, ವಿದ್ಯುತ್ ಹಾಗೂ ಚರಂಡಿ ವ್ಯವಸ್ಥೆ ಕಲ್ಪಿಸಬೇಕು ಎಂದು ಹೇಳಿದರು. ಸಂತ್ರಸ್ತರ ಪಟ್ಟಿಯನ್ನು ಅಂತಿಮಗೊಳಿಸಿ ಲಾಟರಿ ಮೂಲಕ ಮನೆ ಹಂಚಿಕೆ ಮಾಡಲಾಗುವುದು ಎಂದರು. bbox=[28, 850, 178, 909]
paragraph: ಕಿ.ಆರ್.ನಗರ, ಮೇ 29(ಎಚ್)- ಭಾರೀ ಮಳೆಯಿಂದಾಗಿ ಪಟ್ಟಣದ ಅಕ್ಕಿ ಗಿರಣಿಗಳಿಗೆ ನೀರು ನುಗ್ಗಿ ಅಪಾರ ಪ್ರಮಾಣದ ಭತ್ತ ಹಾಗೂ ಅಕ್ಕಿ ಚೀಲಗಳು ನೀರಿನಲ್ಲಿ ನೆನೆದು ಹಾಳಾಗಿವೆ. ಗುರುವಾರ ರಾತ್ರಿ ಸುರಿದ ಮಳೆಗೆ ಚರಂಡಿಗಳು ಉಕ್ಕಿ ಹರಿದು ಗಿರಣಿಗಳ ಗೋದಾಮುಗಳಿಗೆ ನೀರು ನುಗ್ಗಿದೆ. ಮಾಲೀಕರಿಗೆ ಲಕ್ಷಾಂತರ ರೂ. ನಷ್ಟ ಸಂಭವಿಸಿದೆ. ಸ್ಥಳಕ್ಕೆ ತಹಸೀಲ್ದಾರ್ ಭೇಟಿ ನೀಡಿ ಪರಿಶೀಲಿಸಿ ಪರಿಹಾರ ಒದಗಿಸುವ ಭರವಸೆ ನೀಡಿದರು. bbox=[536, 844, 724, 886]
page-prefix: ಪುಟ bbox=[34, 55, 48, 65]
person-figure bbox=[359, 1041, 393, 1154]
irrigation-caption: ಚಾಮರಾಜನಗರ ಜಿಲ್ಲೆ ವ್ಯಾಪ್ತಿಯಲ್ಲಿ ಬರುವ ಎಲ್ಲಾ ನೀರಾವರಿ ಯೋಜನೆಗಳನ್ನು ಜಲಸಂಪನ್ಮೂಲ ಸಚಿವರು ಪರಿಶೀಲಿಸಿದರು bbox=[588, 350, 741, 366]
person-figure bbox=[341, 147, 369, 234]
ambareesh-photo bbox=[28, 534, 280, 652]
paragraph: ಹುಣಸೂರು, ಮೇ 29(ಕೆಕೆ)- ತಾಲೂಕು ಪಂಚಾಯಿತಿ ಸಭಾಂಗಣದಲ್ಲಿ ನಡೆದ ವಿಶೇಷ ಸಭೆಯಲ್ಲಿ 15ನೇ ಹಣಕಾಸು ಯೋಜನೆಯಡಿ 1.90 ಕೋಟಿ ರೂ. ಅನುದಾನಕ್ಕೆ ಅನುಮೋದನೆ ನೀಡಲಾಯಿತು. ಕುಡಿಯುವ ನೀರು ಹಾಗೂ ಘನತ್ಯಾಜ್ಯ ನಿರ್ವಹಣೆಗೆ ಹೆಚ್ಚಿನ ಆದ್ಯತೆ ನೀಡಲು ತೀರ್ಮಾನಿಸಲಾಯಿತು. ಗ್ರಾಮೀಣ ಪ್ರದೇಶದಲ್ಲಿ ಸ್ವಚ್ಛತೆ ಕಾಪಾಡಲು ಕ್ರಮ ಕೈಗೊಳ್ಳಬೇಕು ಎಂದು ಅಧ್ಯಕ್ಷರು ಸೂಚಿಸಿದರು. ಸದಸ್ಯರು ತಮ್ಮ ಕ್ಷೇತ್ರಗಳ ಸಮಸ್ಯೆಗಳನ್ನು ಸಭೆಯ ಗಮನಕ್ಕೆ ತಂದರು. bbox=[296, 1264, 410, 1340]
kappu-body bbox=[544, 1038, 656, 1154]
table-shape bbox=[249, 907, 357, 925]
person-figure bbox=[215, 143, 245, 234]
person-figure bbox=[241, 1049, 269, 1154]
mandya-covid-headline-1: ಮಂಡ್ಯದಲ್ಲಿ ಮತ್ತಿಬ್ಬರಿಗೆ ಕೊರೊನಾ: bbox=[593, 1164, 741, 1179]
irrigation-headline-2: ನೀರಾವರಿ ಯೋಜನೆಗಳ ಪರಿಶೀಲನೆ bbox=[420, 118, 918, 152]
person-figure bbox=[367, 1193, 397, 1237]
rice-mills-caption bbox=[728, 992, 918, 1008]
paragraph: ಮಂಡ್ಯ, ಮೇ 29(ನಾಗಯ್ಯ)- ದೇಶದ ಸ್ವಾಭಿಮಾನ ವೃತ್ತಿಪರ ಅಂತರದಲ್ಲಿ ಸಂಸದೆ ಸುಮಲತಾ ಅಂಬರೀಶ್ ಅವರು ಮಂಡ್ಯ ಜಿಲ್ಲೆಯ ವಿವಿಧ ಕೊರೊನಾ ವಾರಿಯರ್ಸ್‌ಗಳಿಗೆ ಆಹಾರ ಕಿಟ್ ವಿತರಿಸಿದರು. bbox=[28, 238, 153, 271]
screen-shape bbox=[255, 859, 351, 899]
magenta-dot bbox=[42, 1408, 51, 1417]
paragraph: ಶ್ರೀರಂಗಪಟ್ಟಣ, ಮೇ 29- ಪಟ್ಟಣದಲ್ಲಿ ಮಾಜಿ ಸಚಿವ ದಿವಂಗತ ಅಂಬರೀಶ್ ಅವರ 69ನೇ ಹುಟ್ಟುಹಬ್ಬವನ್ನು ಅಭಿಮಾನಿಗಳು ಸರಳವಾಗಿ ಆಚರಿಸಿದರು. ಬಡವರಿಗೆ ಆಹಾರ ಕಿಟ್ ವಿತರಿಸಿ, ಅನ್ನದಾನ ಹಾಗೂ ಮಾಸ್ಕ್ ವಿತರಿಸಲಾಯಿತು. ಅಭಿಮಾನಿಗಳು ಅಂಬರೀಶ್ ಭಾವಚಿತ್ರಕ್ಕೆ ಪುಷ್ಪ ನಮನ ಸಲ್ಲಿಸಿದರು. bbox=[156, 656, 280, 706]
person-figure bbox=[139, 577, 163, 652]
page-number-badge bbox=[28, 48, 106, 74]
elections-body bbox=[414, 1060, 538, 1154]
paragraph: ಚಾಮರಾಜನಗರ, ಮೇ 29- ಜಲಸಂಪನ್ಮೂಲ ಸಚಿವ ರಮೇಶ್ ಜಾರಕಿಹೊಳಿ ಅವರು ಜಿಲ್ಲೆಯ ವಿವಿಧ ನೀರಾವರಿ ಯೋಜನೆಗಳ ಕಾಮಗಾರಿ ಪರಿಶೀಲನೆ ನಡೆಸಿದರು. ಹೂಗ್ಯಂ, ಸುವರ್ಣಾವತಿ ಹಾಗೂ ಚಿಕ್ಕಹೊಳೆ ಜಲಾಶಯಗಳಿಗೆ ಭೇಟಿ ನೀಡಿ ಅಧಿಕಾರಿಗಳಿಂದ ಮಾಹಿತಿ ಪಡೆದರು. ಕೆರೆಗಳಿಗೆ ನೀರು ತುಂಬಿಸುವ ಯೋಜನೆಯನ್ನು ಶೀಘ್ರ ಪೂರ್ಣಗೊಳಿಸುವಂತೆ ಸೂಚಿಸಿದರು. ಶಾಸಕರು, ಜಿಲ್ಲಾಧಿಕಾರಿ ಹಾಗೂ ನೀರಾವರಿ ಇಲಾಖೆಯ ಹಿರಿಯ ಅಧಿಕಾರಿಗಳು ಉಪಸ್ಥಿತರಿದ್ದರು. bbox=[420, 243, 578, 303]
portrait-body bbox=[855, 601, 907, 642]
water-meeting-photo bbox=[296, 1182, 530, 1260]
corona-headline: ಕೊರೊನಾ ವಾರಿಯರ್ಸ್‌ಗೆ ಸಂಸದ ಸುಮಲತಾ ಗೌರವಾರ್ಪಣೆ bbox=[28, 82, 408, 104]
paragraph: ನಗರದ ಡಾ.ಬಿ.ಆರ್.ಅಂಬೇಡ್ಕರ್ ಭವನದಲ್ಲಿ ನಡೆದ ಕಾರ್ಯಕ್ರಮದಲ್ಲಿ ವೈದ್ಯರು, ಶುಶ್ರೂಷಕರು, ಪೊಲೀಸ್ ಸಿಬ್ಬಂದಿ ಹಾಗೂ ಪೌರಕಾರ್ಮಿಕರನ್ನು ಗೌರವಿಸಿದರು. bbox=[28, 272, 153, 297]
covid-note-body bbox=[746, 554, 838, 644]
mla-portrait bbox=[842, 556, 918, 642]
paragraph: ಕುಶಾಲನಗರ, ಮೇ 29- ಪಟ್ಟಣ ಸೇರಿದಂತೆ ಸುತ್ತಮುತ್ತಲ ಗ್ರಾಮಗಳಲ್ಲಿ ಗುಡುಗು-ಮಿಂಚು ಸಹಿತ ಧಾರಾಕಾರ ಮಳೆ ಸುರಿಯಿತು. ಮಧ್ಯಾಹ್ನ 3 ಗಂಟೆ ಸುಮಾರಿಗೆ ಆರಂಭವಾದ ಮಳೆ ಸಂಜೆವರೆಗೂ ಸುರಿದ ಪರಿಣಾಮ ರಸ್ತೆಗಳು ಜಲಾವೃತಗೊಂಡವು. ಹಲವು ಕಡೆ ಮರಗಳು ಉರುಳಿ ಬಿದ್ದು ವಿದ್ಯುತ್ ಸಂಪರ್ಕ ಕಡಿತಗೊಂಡಿತು. ವಾಹನ ಸವಾರರು ಪರದಾಡಿದರು. bbox=[581, 540, 736, 582]
paragraph: ಮಂಡ್ಯ, ಮೇ 29(ನಾಗಯ್ಯ)- ದೇಶದ ಸ್ವಾಭಿಮಾನ ವೃತ್ತಿಪರ ಅಂತರದಲ್ಲಿ ಸಂಸದೆ ಸುಮಲತಾ ಅಂಬರೀಶ್ ಅವರು ಮಂಡ್ಯ ಜಿಲ್ಲೆಯ ವಿವಿಧ ಕೊರೊನಾ ವಾರಿಯರ್ಸ್‌ಗಳಿಗೆ ಆಹಾರ ಕಿಟ್ ವಿತರಿಸಿದರು. bbox=[158, 272, 283, 306]
paragraph: ನಗರದ ಡಾ.ಬಿ.ಆರ್.ಅಂಬೇಡ್ಕರ್ ಭವನದಲ್ಲಿ ನಡೆದ ಕಾರ್ಯಕ್ರಮದಲ್ಲಿ ವೈದ್ಯರು, ಶುಶ್ರೂಷಕರು, ಪೊಲೀಸ್ ಸಿಬ್ಬಂದಿ ಹಾಗೂ ಪೌರಕಾರ್ಮಿಕರನ್ನು ಗೌರವಿಸಿದರು. bbox=[288, 255, 408, 280]
ambareesh-headline-2: ಅಂಬರೀಶ್ ಹುಟ್ಟುಹಬ್ಬ ಆಚರಣೆ bbox=[66, 494, 242, 514]
person-figure bbox=[417, 1195, 447, 1237]
acid-body bbox=[420, 700, 516, 804]
person-figure bbox=[237, 573, 263, 652]
banner-backdrop bbox=[29, 535, 280, 575]
stage-banner bbox=[109, 113, 329, 129]
water-headline bbox=[28, 1182, 290, 1238]
person-figure bbox=[825, 205, 853, 344]
column-rule bbox=[414, 82, 415, 810]
paragraph: ಹುಣಸೂರು, ಮೇ 29- ಹಣಕಾಸಿನ ವಿಚಾರಕ್ಕೆ ಸಂಬಂಧಿಸಿದಂತೆ ವ್ಯಕ್ತಿಯೊಬ್ಬನ ಮೇಲೆ ಆಸಿಡ್ ದಾಳಿ ನಡೆಸಿದ ಆರೋಪಿಯನ್ನು ಪೊಲೀಸರು ಬಂಧಿಸಿದ್ದಾರೆ. ಗಾಯಾಳು ವ್ಯಕ್ತಿಯನ್ನು ಆಸ್ಪತ್ರೆಗೆ bbox=[520, 770, 612, 803]
quarantine-body bbox=[660, 1064, 918, 1154]
paragraph: ಹುಣಸೂರು, ಮೇ 29- ಸೋಂಕಿತ ಸಬ್‌ಇನ್ಸ್‌ಪೆಕ್ಟರ್ ಸಂಪರ್ಕದಲ್ಲಿದ್ದ ನವದಂಪತಿ ಸೇರಿದಂತೆ 76 ಮಂದಿಯನ್ನು ಕ್ವಾರಂಟೈನ್ ಮಾಡಲಾಗಿದೆ. ವಿವಾಹ ಸಮಾರಂಭದಲ್ಲಿ ಪಾಲ್ಗೊಂಡಿದ್ದವರ ಪಟ್ಟಿ ಸಿದ್ಧಪಡಿಸಿ ಗಂಟಲು ದ್ರವ ಮಾದರಿ ಸಂಗ್ರಹಿಸಲಾಗಿದೆ. ಗ್ರಾಮವನ್ನು ಸೀಲ್‌ಡೌನ್ ಮಾಡಲಾಗಿದ್ದು, ಆರೋಗ್ಯ ಇಲಾಖೆ ಸಿಬ್ಬಂದಿ ನಿಗಾ ವಹಿಸಿದ್ದಾರೆ. bbox=[660, 1064, 786, 1114]
person-figure bbox=[89, 141, 117, 234]
lightning-body bbox=[286, 486, 408, 652]
person-figure bbox=[595, 203, 623, 344]
paragraph: ಕುಶಾಲನಗರ, ಮೇ 29- ಪಟ್ಟಣ ಸೇರಿದಂತೆ ಸುತ್ತಮುತ್ತಲ ಗ್ರಾಮಗಳಲ್ಲಿ ಗುಡುಗು-ಮಿಂಚು ಸಹಿತ ಧಾರಾಕಾರ ಮಳೆ ಸುರಿಯಿತು. ಮಧ್ಯಾಹ್ನ 3 ಗಂಟೆ ಸುಮಾರಿಗೆ ಆರಂಭವಾದ ಮಳೆ ಸಂಜೆವರೆಗೂ ಸುರಿದ ಪರಿಣಾಮ ರಸ್ತೆಗಳು ಜಲಾವೃತಗೊಂಡವು. ಹಲವು ಕಡೆ ಮರಗಳು ಉರುಳಿ ಬಿದ್ದು ವಿದ್ಯುತ್ ಸಂಪರ್ಕ ಕಡಿತಗೊಂಡಿತು. ವಾಹನ ಸವಾರರು ಪರದಾಡಿದರು. bbox=[420, 540, 575, 582]
person-figure bbox=[299, 151, 325, 234]
